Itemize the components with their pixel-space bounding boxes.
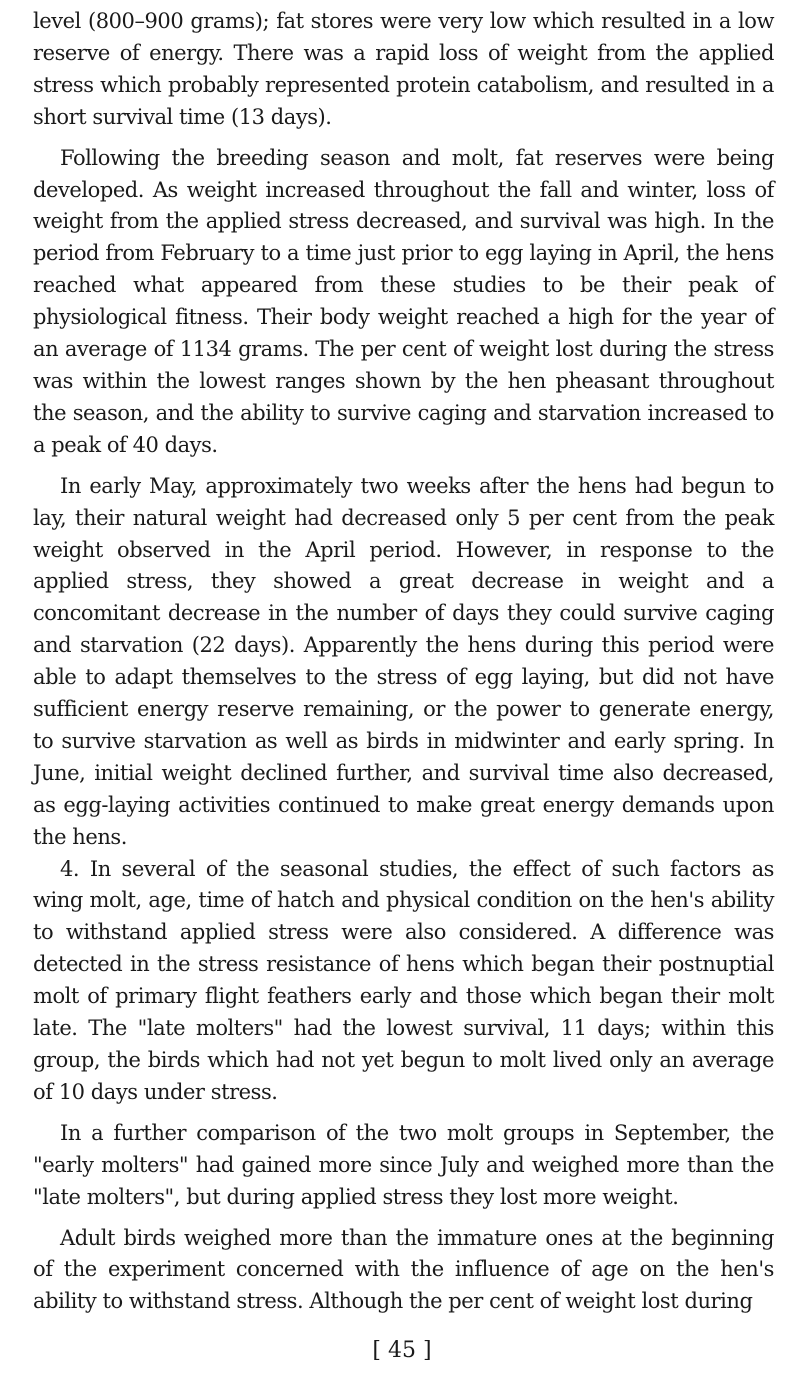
paragraph-point-4: 4. In several of the seasonal studies, the effect of such factors as wing molt, age, time of hatch and physical condition on the hen's ability to withstand applied stress were also considered. A difference was detected in the stress resistance of hens which began their postnuptial molt of primary flight feathers early and those which began their molt late. The "late molters" had the lowest survival, 11 days; within this group, the birds which had not yet begun to molt lived only an average of 10 days under stress. <box>33 856 774 1104</box>
page-number: [ 45 ] <box>372 1338 432 1363</box>
paragraph-early-may: In early May, approximately two weeks after the hens had begun to lay, their natural weight had decreased only 5 per cent from the peak weight observed in the April period. However, in response to the applied stress, they showed a great decrease in weight and a concomitant decrease in the number of days they could survive caging and starvation (22 days). Apparently the hens during this period were able to adapt themselves to the stress of egg laying, but did not have sufficient energy reserve remaining, or the power to generate energy, to survive starvation as well as birds in midwinter and early spring. In June, initial weight declined further, and survival time also decreased, as egg-laying activities continued to make great energy demands upon the hens. <box>33 473 774 849</box>
paragraph-molt-comparison: In a further comparison of the two molt groups in September, the "early molters" had gained more since July and weighed more than the "late molters", but during applied stress they lost more weight. <box>33 1120 774 1209</box>
paragraph-continuation: level (800–900 grams); fat stores were very low which resulted in a low reserve of energy. There was a rapid loss of weight from the applied stress which probably represented protein catabolism, and resulted in a short survival time (13 days). <box>33 9 774 129</box>
page-body <box>33 6 774 1318</box>
paragraph-adult-birds: Adult birds weighed more than the immature ones at the beginning of the experiment concerned with the influence of age on the hen's ability to withstand stress. Although the per cent of weight lost during <box>33 1225 774 1314</box>
paragraph-fall-winter: Following the breeding season and molt, fat reserves were being developed. As weight increased throughout the fall and winter, loss of weight from the applied stress decreased, and survival was high. In the period from February to a time just prior to egg laying in April, the hens reached what appeared from these studies to be their peak of physiological fitness. Their body weight reached a high for the year of an average of 1134 grams. The per cent of weight lost during the stress was within the lowest ranges shown by the hen pheasant throughout the season, and the ability to survive caging and starvation increased to a peak of 40 days. <box>33 145 774 457</box>
